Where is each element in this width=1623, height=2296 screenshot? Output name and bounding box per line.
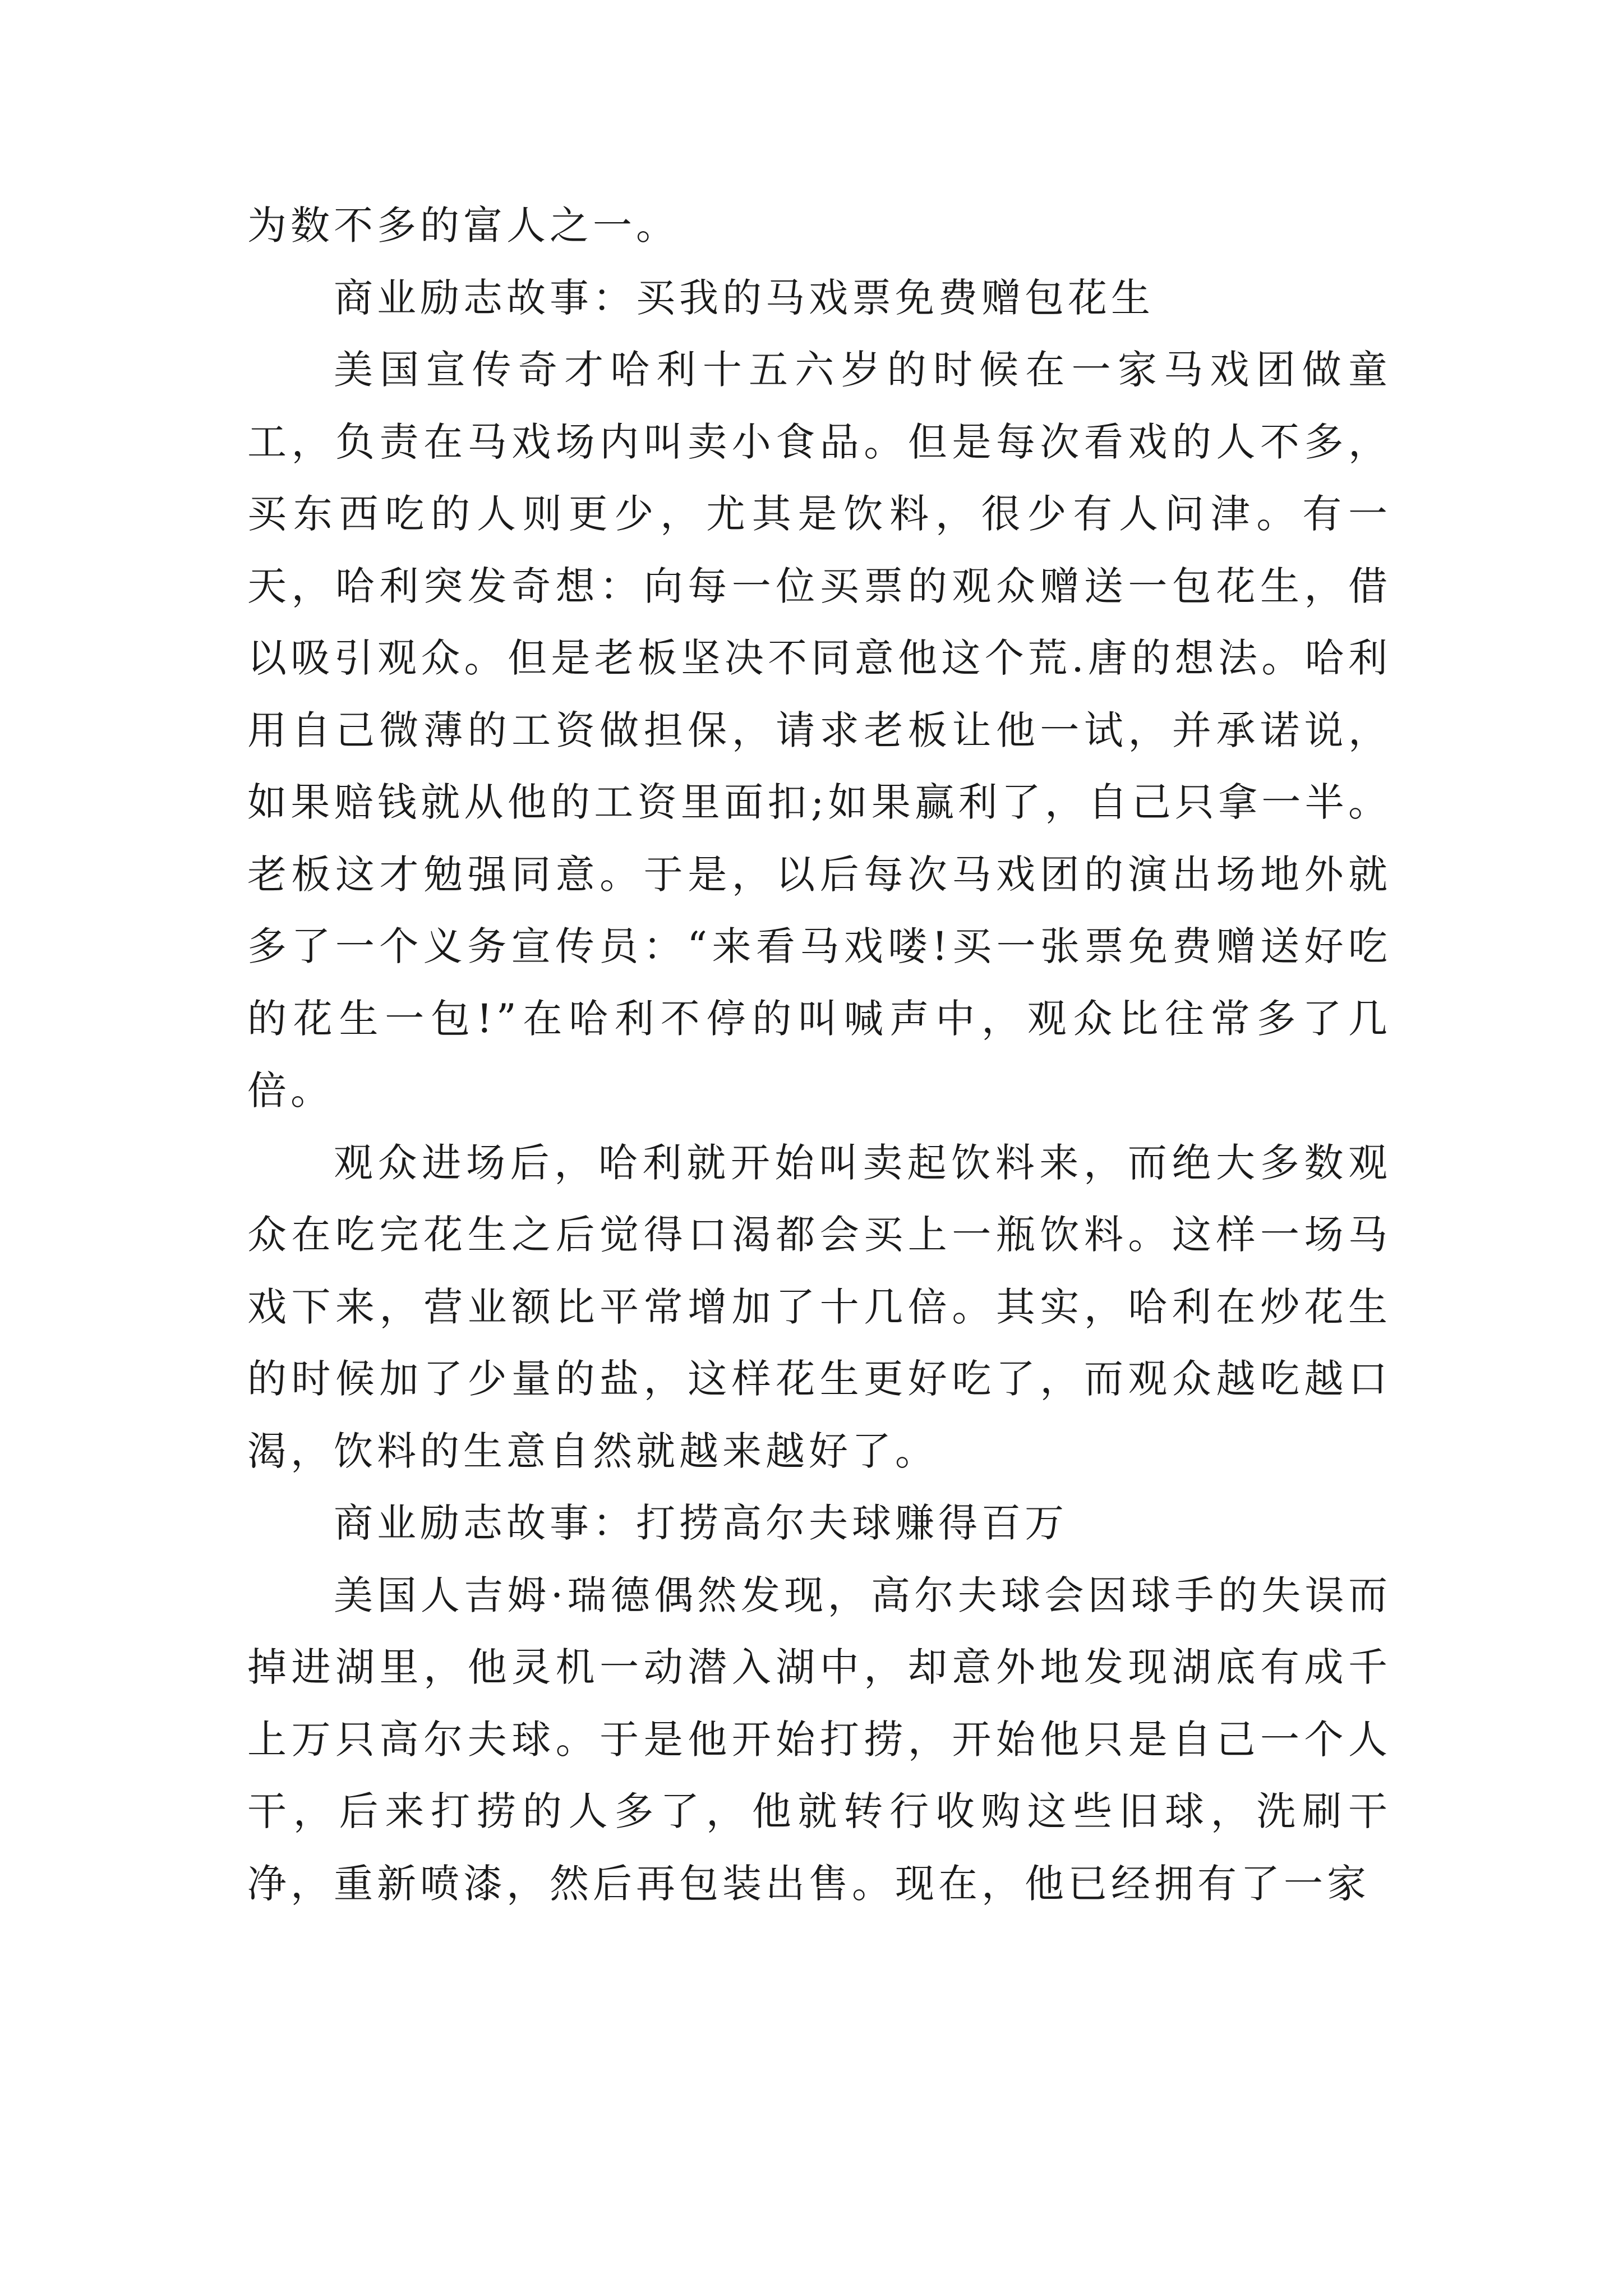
section-heading-peanuts: 商业励志故事：买我的马戏票免费赠包花生 [334, 274, 1154, 321]
paragraph-harry-result: 观众进场后，哈利就开始叫卖起饮料来，而绝大多数观众在吃完花生之后觉得口渴都会买上一瓶饮料。这样一场马戏下来，营业额比平常增加了十几倍。其实，哈利在炒花生的时候加了少量的盐，这样花生更好吃了，而观众越吃越口渴，饮料的生意自然就越来越好了。 [247, 1139, 1391, 1474]
paragraph-harry-story: 美国宣传奇才哈利十五六岁的时候在一家马戏团做童工，负责在马戏场内叫卖小食品。但是每次看戏的人不多，买东西吃的人则更少，尤其是饮料，很少有人问津。有一天，哈利突发奇想：向每一位买票的观众赠送一包花生，借以吸引观众。但是老板坚决不同意他这个荒.唐的想法。哈利用自己微薄的工资做担保，请求老板让他一试，并承诺说，如果赔钱就从他的工资里面扣;如果赢利了，自己只拿一半。老板这才勉强同意。于是，以后每次马戏团的演出场地外就多了一个义务宣传员：“来看马戏喽!买一张票免费赠送好吃的花生一包!”在哈利不停的叫喊声中，观众比往常多了几倍。 [247, 347, 1391, 1114]
section-heading-golf: 商业励志故事：打捞高尔夫球赚得百万 [334, 1500, 1068, 1546]
document-body [247, 190, 1391, 1920]
paragraph-continuation: 为数不多的富人之一。 [247, 203, 679, 249]
paragraph-golf-story: 美国人吉姆·瑞德偶然发现，高尔夫球会因球手的失误而掉进湖里，他灵机一动潜入湖中，却意外地发现湖底有成千上万只高尔夫球。于是他开始打捞，开始他只是自己一个人干，后来打捞的人多了，他就转行收购这些旧球，洗刷干净，重新喷漆，然后再包装出售。现在，他已经拥有了一家 [247, 1572, 1391, 1907]
